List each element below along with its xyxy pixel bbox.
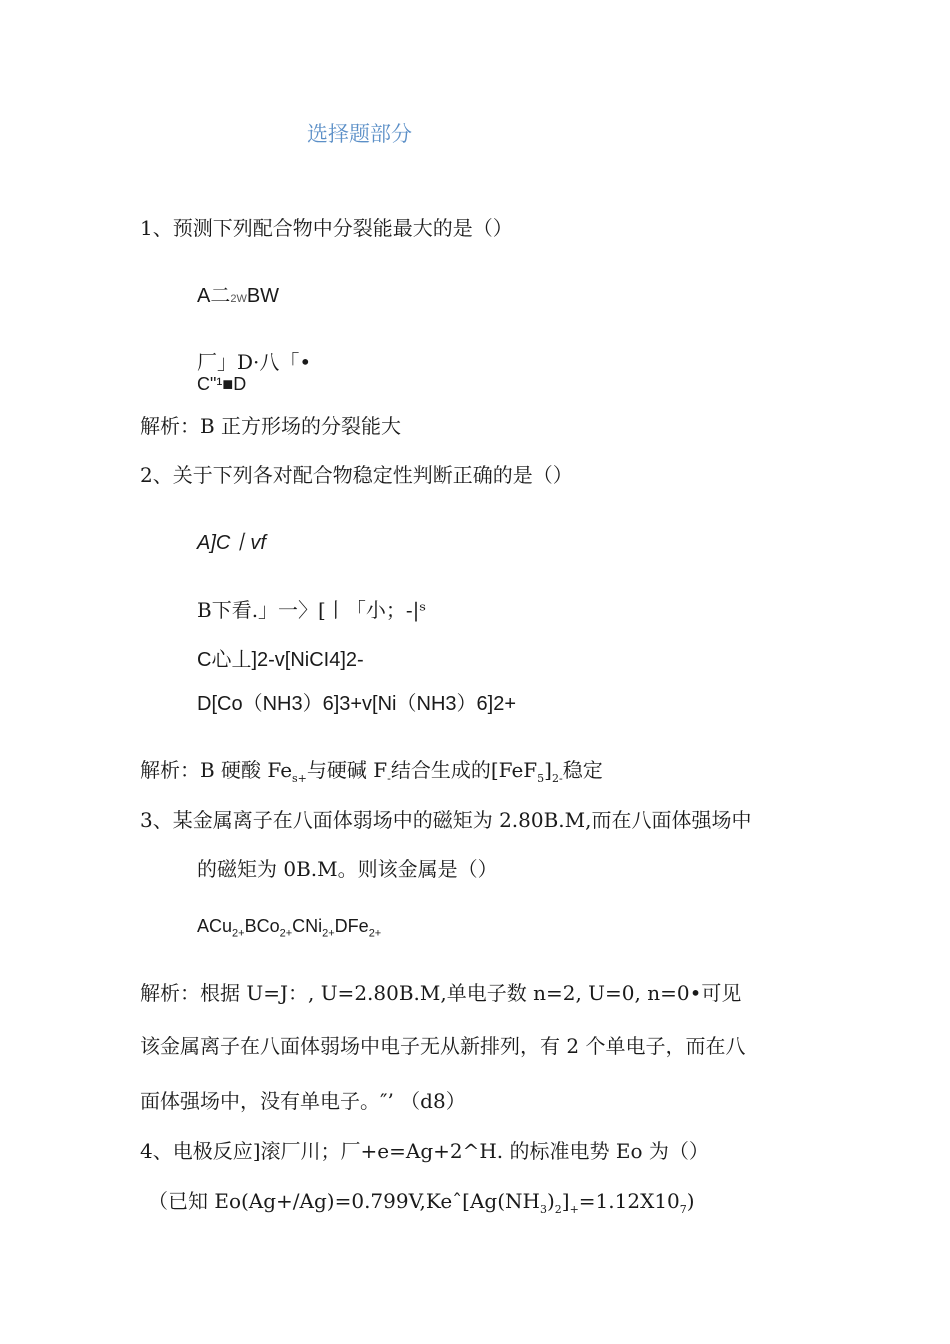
given-text-5: ) <box>686 1189 695 1213</box>
analysis-text-1: 解析：B 硬酸 Fe <box>140 758 293 782</box>
analysis-sub-3: 5 <box>537 772 545 785</box>
option-a: ACu <box>197 916 233 936</box>
given-text-1: （已知 Eo(Ag+/Ag)=0.799V,Keˆ[Ag(NH <box>148 1189 540 1213</box>
question-2-option-d: D[Co（NH3）6]3+v[Ni（NH3）6]2+ <box>197 693 516 715</box>
question-4-stem: 4、电极反应]滚厂川；厂+e=Ag+2^H. 的标准电势 Eo 为（） <box>140 1139 709 1163</box>
option-c: CNi <box>292 916 323 936</box>
question-3-stem-line-1: 3、某金属离子在八面体弱场中的磁矩为 2.80B.M,而在八面体强场中 <box>140 808 752 832</box>
given-sub-3: + <box>569 1203 579 1216</box>
given-sub-2: 2 <box>554 1203 562 1216</box>
question-2-stem: 2、关于下列各对配合物稳定性判断正确的是（） <box>140 463 573 487</box>
given-text-3: ] <box>561 1189 570 1213</box>
question-3-analysis-line-2: 该金属离子在八面体弱场中电子无从新排列，有 2 个单电子，而在八 <box>140 1034 746 1058</box>
option-b-charge: 2+ <box>279 927 293 940</box>
question-1-analysis: 解析：B 正方形场的分裂能大 <box>140 414 402 438</box>
analysis-text-2: 与硬碱 F <box>306 758 388 782</box>
question-3-analysis-line-1: 解析：根据 U=J：, U=2.80B.M,单电子数 n=2, U=0, n=0•可见 <box>140 981 742 1005</box>
section-title: 选择题部分 <box>307 122 412 146</box>
question-2-option-c: C心丄]2-v[NiCI4]2- <box>197 649 364 671</box>
question-4-given <box>148 1189 695 1222</box>
analysis-sub-4: 2- <box>551 772 563 785</box>
option-a-text-tail: BW <box>246 285 280 307</box>
question-2-option-b: B下看.」一〉[丨「小；-|ˢ <box>197 598 427 622</box>
analysis-text-5: 稳定 <box>562 758 603 782</box>
option-a-small-text: 2W <box>230 293 247 305</box>
analysis-text-3: 结合生成的[FeF <box>390 758 538 782</box>
analysis-sub-1: s+ <box>292 772 307 785</box>
option-a-text: A二 <box>197 285 231 307</box>
option-d-charge: 2+ <box>368 927 382 940</box>
question-1-option-c: C"¹■D <box>197 374 247 394</box>
question-2-analysis <box>140 758 603 791</box>
question-1-option-a <box>197 284 279 311</box>
question-3-analysis-line-3: 面体强场中，没有单电子。″’ （d8） <box>140 1089 466 1113</box>
option-a-charge: 2+ <box>232 927 245 940</box>
question-1-option-b: 厂」D·八「• <box>197 350 312 374</box>
option-d: DFe <box>334 916 369 936</box>
given-text-2: ) <box>546 1189 555 1213</box>
given-sub-4: 7 <box>679 1203 687 1216</box>
question-1-stem: 1、预测下列配合物中分裂能最大的是（） <box>140 216 513 240</box>
given-text-4: =1.12X10 <box>578 1189 680 1213</box>
question-3-options <box>197 914 381 946</box>
option-b: BCo <box>244 916 280 936</box>
option-c-charge: 2+ <box>322 927 335 940</box>
given-sub-1: 3 <box>539 1203 547 1216</box>
question-2-option-a: A]C丨vf <box>197 532 266 554</box>
question-3-stem-line-2: 的磁矩为 0B.M。则该金属是（） <box>197 857 498 881</box>
analysis-text-4: ] <box>544 758 552 782</box>
analysis-sub-2: - <box>387 772 391 785</box>
